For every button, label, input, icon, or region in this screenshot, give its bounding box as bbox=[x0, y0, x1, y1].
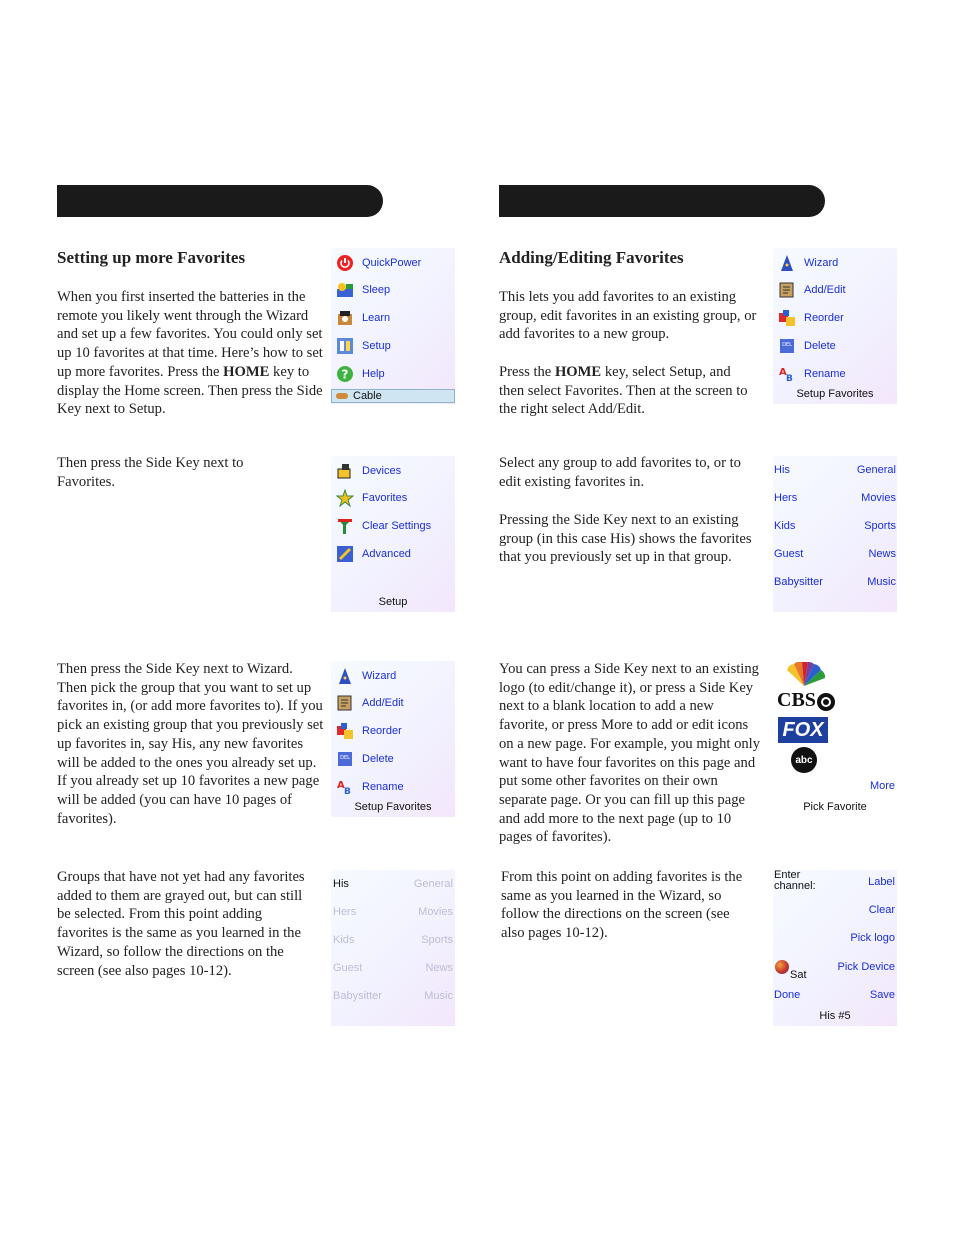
save-button[interactable]: Save bbox=[869, 989, 895, 1001]
fav-item-wizard[interactable] bbox=[777, 252, 838, 274]
menu-item-label: Setup bbox=[362, 340, 391, 352]
groups-screen bbox=[773, 456, 897, 612]
setup-icon bbox=[335, 336, 355, 356]
home-menu-screen bbox=[331, 248, 455, 404]
reorder-icon bbox=[335, 721, 355, 741]
label-button[interactable]: Label bbox=[868, 876, 895, 888]
enter-channel-screen bbox=[773, 870, 897, 1026]
right-paragraph-5: You can press a Side Key next to an existing logo (to edit/change it), or press a Side Key next to a blank location to add a new favorite, or press More to add or edit icons on a new page. For example, you might only want to have four favorites on this page and put some other favorites on their own separate page. Or you can fill up this page and add more to the next page (up to 10 pages of favorites). bbox=[499, 661, 761, 846]
fox-logo[interactable]: FOX bbox=[778, 717, 828, 743]
fav-item-add-edit[interactable] bbox=[777, 279, 846, 301]
pick-favorite-screen bbox=[773, 661, 897, 817]
left-paragraph-2: Then press the Side Key next to Favorites. bbox=[57, 455, 244, 490]
setup-item-label: Devices bbox=[362, 465, 402, 477]
fav-item-label: Delete bbox=[804, 340, 836, 352]
menu-item-learn[interactable] bbox=[335, 307, 390, 329]
group-kids[interactable]: Kids bbox=[333, 934, 355, 946]
clear-settings-icon bbox=[335, 516, 355, 536]
enter-channel-prompt: Enter channel: bbox=[774, 869, 816, 892]
group-guest[interactable]: Guest bbox=[333, 962, 363, 974]
fav-item-label: Add/Edit bbox=[804, 284, 846, 296]
group-music[interactable]: Music bbox=[424, 990, 453, 1002]
fav-item-rename[interactable] bbox=[335, 776, 404, 798]
sleep-icon bbox=[335, 280, 355, 300]
right-paragraph-6: From this point on adding favorites is the same as you learned in the Wizard, so follow the directions on the screen (see also pages 10-12). bbox=[501, 869, 743, 942]
right-paragraph-2: Press the HOME key, select Setup, and then select Favorites. Then at the screen to the right select Add/Edit. bbox=[499, 364, 748, 418]
svg-text:?: ? bbox=[341, 367, 349, 382]
group-guest[interactable]: Guest bbox=[774, 548, 804, 560]
clear-button[interactable]: Clear bbox=[868, 904, 895, 916]
advanced-icon bbox=[335, 544, 355, 564]
setup-favorites-screen bbox=[331, 661, 455, 817]
fav-item-label: Wizard bbox=[362, 670, 397, 682]
setup-item-favorites[interactable] bbox=[335, 487, 407, 509]
svg-text:A: A bbox=[337, 780, 345, 791]
svg-text:B: B bbox=[786, 374, 793, 383]
fav-item-reorder[interactable] bbox=[777, 307, 844, 329]
left-paragraph-3: Then press the Side Key next to Wizard. Then pick the group that you want to set up favorites in, (or add more favorites to). If you pick an existing group that you previously set up favorites in, say His, any new favorites will be added to the ones you already set up. If you already set up 10 favorites a new page will be added (you can have 10 pages of favorites). bbox=[57, 661, 324, 827]
setup-item-label: Advanced bbox=[362, 548, 411, 560]
help-icon bbox=[335, 364, 355, 384]
group-babysitter[interactable]: Babysitter bbox=[333, 990, 382, 1002]
fav-item-add-edit[interactable] bbox=[335, 692, 404, 714]
svg-text:B: B bbox=[344, 787, 351, 796]
pick-logo-button[interactable]: Pick logo bbox=[850, 932, 895, 944]
right-section-bar bbox=[499, 185, 825, 217]
menu-item-label: Sleep bbox=[362, 284, 391, 296]
group-hers[interactable]: Hers bbox=[333, 906, 357, 918]
group-news[interactable]: News bbox=[425, 962, 453, 974]
right-paragraph-3: Select any group to add favorites to, or to edit existing favorites in. bbox=[499, 455, 741, 490]
screen-title: His #5 bbox=[819, 1010, 851, 1022]
setup-item-devices[interactable] bbox=[335, 460, 401, 482]
menu-item-help[interactable] bbox=[335, 363, 385, 385]
learn-icon bbox=[335, 308, 355, 328]
menu-item-label: Help bbox=[362, 368, 385, 380]
pick-device-button[interactable]: Pick Device bbox=[837, 961, 895, 973]
device-label: Cable bbox=[353, 390, 382, 402]
cbs-logo[interactable]: CBS bbox=[777, 689, 816, 711]
wizard-icon bbox=[777, 253, 797, 273]
group-movies[interactable]: Movies bbox=[418, 906, 453, 918]
screen-title: Setup bbox=[378, 596, 408, 608]
fav-item-label: Rename bbox=[804, 368, 846, 380]
left-heading: Setting up more Favorites bbox=[57, 248, 246, 267]
fav-item-delete[interactable] bbox=[335, 748, 394, 770]
group-hers[interactable]: Hers bbox=[774, 492, 798, 504]
group-his[interactable]: His bbox=[333, 878, 349, 890]
group-sports[interactable]: Sports bbox=[864, 520, 896, 532]
more-button[interactable]: More bbox=[869, 780, 895, 792]
right-paragraph-1: This lets you add favorites to an existing group, edit favorites in an existing group, or add favorites to a new group. bbox=[499, 289, 757, 343]
fav-item-label: Wizard bbox=[804, 257, 839, 269]
svg-text:A: A bbox=[779, 367, 787, 378]
favorites-icon bbox=[335, 488, 355, 508]
group-news[interactable]: News bbox=[868, 548, 896, 560]
group-movies[interactable]: Movies bbox=[861, 492, 896, 504]
group-kids[interactable]: Kids bbox=[774, 520, 796, 532]
fav-item-label: Add/Edit bbox=[362, 697, 404, 709]
fav-item-label: Rename bbox=[362, 781, 404, 793]
right-heading: Adding/Editing Favorites bbox=[499, 248, 684, 267]
done-button[interactable]: Done bbox=[774, 989, 801, 1001]
setup-item-label: Clear Settings bbox=[362, 520, 432, 532]
cable-icon bbox=[336, 393, 348, 399]
rename-icon bbox=[777, 364, 797, 384]
group-his[interactable]: His bbox=[774, 464, 790, 476]
fav-item-label: Reorder bbox=[362, 725, 402, 737]
sat-label: Sat bbox=[790, 969, 807, 981]
power-icon bbox=[335, 253, 355, 273]
left-paragraph-1: When you first inserted the batteries in the remote you likely went through the Wizard and set up a few favorites. You could only set up 10 favorites at that time. Here’s how to set up more favorites. Press the HOME key to display the Home screen. Then press the Side Key next to Setup. bbox=[57, 289, 323, 418]
wizard-icon bbox=[335, 666, 355, 686]
left-section-bar bbox=[57, 185, 383, 217]
group-babysitter[interactable]: Babysitter bbox=[774, 576, 823, 588]
menu-item-label: QuickPower bbox=[362, 257, 422, 269]
svg-text:DEL: DEL bbox=[782, 342, 792, 348]
device-bar[interactable] bbox=[331, 389, 455, 403]
menu-item-sleep[interactable] bbox=[335, 279, 390, 301]
fav-item-reorder[interactable] bbox=[335, 720, 402, 742]
add-edit-icon bbox=[777, 280, 797, 300]
delete-icon bbox=[335, 749, 355, 769]
rename-icon bbox=[335, 777, 355, 797]
reorder-icon bbox=[777, 308, 797, 328]
abc-logo[interactable]: abc bbox=[791, 747, 817, 773]
add-edit-icon bbox=[335, 693, 355, 713]
screen-title: Setup Favorites bbox=[796, 388, 874, 400]
svg-text:DEL: DEL bbox=[340, 755, 350, 761]
group-general[interactable]: General bbox=[413, 878, 453, 890]
satellite-icon bbox=[775, 960, 789, 974]
devices-icon bbox=[335, 461, 355, 481]
screen-title: Pick Favorite bbox=[803, 801, 867, 813]
menu-item-label: Learn bbox=[362, 312, 391, 324]
fav-item-label: Delete bbox=[362, 753, 394, 765]
setup-item-clear-settings[interactable] bbox=[335, 515, 431, 537]
menu-item-setup[interactable] bbox=[335, 335, 391, 357]
screen-title: Setup Favorites bbox=[354, 801, 432, 813]
group-general[interactable]: General bbox=[856, 464, 896, 476]
setup-item-label: Favorites bbox=[362, 492, 408, 504]
fav-item-rename[interactable] bbox=[777, 363, 846, 385]
nbc-peacock-logo[interactable] bbox=[781, 662, 827, 691]
group-music[interactable]: Music bbox=[867, 576, 896, 588]
right-paragraph-4: Pressing the Side Key next to an existing group (in this case His) shows the favorites that you previously set up in that group. bbox=[499, 512, 752, 566]
setup-favorites-screen-right bbox=[773, 248, 897, 404]
menu-item-quickpower[interactable] bbox=[335, 252, 421, 274]
fav-item-wizard[interactable] bbox=[335, 665, 396, 687]
delete-icon bbox=[777, 336, 797, 356]
setup-item-advanced[interactable] bbox=[335, 543, 411, 565]
setup-screen bbox=[331, 456, 455, 612]
group-sports[interactable]: Sports bbox=[421, 934, 453, 946]
groups-grayed-screen bbox=[331, 870, 455, 1026]
fav-item-label: Reorder bbox=[804, 312, 844, 324]
left-paragraph-4: Groups that have not yet had any favorites added to them are grayed out, but can still be selected. From this point adding favorites is the same as you learned in the Wizard, so follow the directions on the screen (see also pages 10-12). bbox=[57, 869, 305, 979]
cbs-eye-icon bbox=[817, 693, 835, 711]
fav-item-delete[interactable] bbox=[777, 335, 836, 357]
